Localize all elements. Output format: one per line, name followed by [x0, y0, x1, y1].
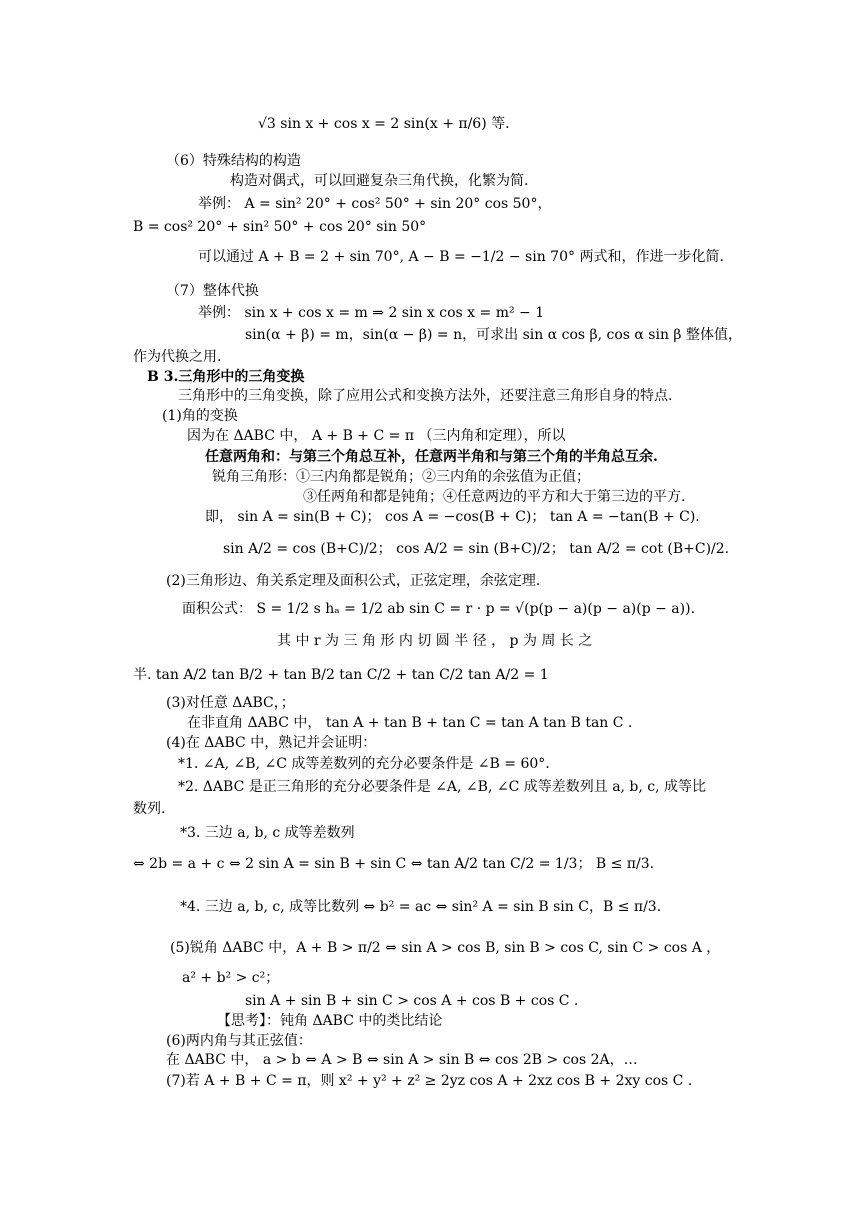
- subsection-heading: (6)两内角与其正弦值：: [166, 1033, 312, 1049]
- formula-line: a² + b² > c²；: [182, 970, 280, 986]
- subsection-heading: (4)在 ΔABC 中，熟记并会证明：: [166, 735, 377, 751]
- text-line: 因为在 ΔABC 中， A + B + C = π （三内角和定理），所以: [187, 428, 566, 444]
- formula-line: sin(α + β) = m，sin(α − β) = n，可求出 sin α cos β, cos α sin β 整体值，: [245, 327, 742, 343]
- text-line: *3. 三边 a, b, c 成等差数列: [180, 825, 355, 841]
- formula-line: 在 ΔABC 中， a > b ⇔ A > B ⇔ sin A > sin B ⇔ cos 2B > cos 2A，…: [166, 1052, 638, 1068]
- subsection-heading: (3)对任意 ΔABC，；: [166, 695, 295, 711]
- formula-line: 即， sin A = sin(B + C)； cos A = −cos(B + C)； tan A = −tan(B + C).: [205, 509, 700, 525]
- section-heading: B 3.三角形中的三角变换: [147, 369, 305, 385]
- text-line: 三角形中的三角变换，除了应用公式和变换方法外，还要注意三角形自身的特点.: [178, 388, 673, 404]
- subsection-heading: (2)三角形边、角关系定理及面积公式，正弦定理，余弦定理.: [166, 573, 541, 589]
- formula-line: (7)若 A + B + C = π，则 x² + y² + z² ≥ 2yz cos A + 2xz cos B + 2xy cos C .: [166, 1073, 693, 1089]
- text-line: *1. ∠A, ∠B, ∠C 成等差数列的充分必要条件是 ∠B = 60°.: [178, 756, 550, 772]
- formula-line: 举例： sin x + cos x = m ⇒ 2 sin x cos x = m² − 1: [198, 305, 545, 321]
- text-line: 【思考】：钝角 ΔABC 中的类比结论: [217, 1013, 443, 1029]
- text-line: *2. ΔABC 是正三角形的充分必要条件是 ∠A, ∠B, ∠C 成等差数列且 a, b, c, 成等比: [178, 779, 707, 795]
- text-line: ③任两角和都是钝角；④任意两边的平方和大于第三边的平方.: [303, 489, 686, 505]
- text-line: 构造对偶式，可以回避复杂三角代换，化繁为简.: [230, 173, 529, 189]
- text-line: 作为代换之用.: [133, 349, 222, 365]
- formula-line: 在非直角 ΔABC 中， tan A + tan B + tan C = tan A tan B tan C .: [187, 715, 633, 731]
- text-line: √3 sin x + cos x = 2 sin(x + π/6) 等.: [258, 116, 510, 132]
- formula-line: sin A + sin B + sin C > cos A + cos B + cos C .: [245, 993, 579, 1009]
- formula-line: 半. tan A/2 tan B/2 + tan B/2 tan C/2 + tan C/2 tan A/2 = 1: [133, 667, 549, 683]
- formula-line: 举例： A = sin² 20° + cos² 50° + sin 20° cos 50°，: [198, 196, 552, 212]
- text-line: 数列.: [133, 801, 166, 817]
- formula-line: (5)锐角 ΔABC 中，A + B > π/2 ⇔ sin A > cos B, sin B > cos C, sin C > cos A ，: [170, 940, 721, 956]
- subsection-heading: (1)角的变换: [162, 408, 238, 424]
- text-line: 其 中 r 为 三 角 形 内 切 圆 半 径 ， p 为 周 长 之: [277, 633, 593, 649]
- formula-line: *4. 三边 a, b, c, 成等比数列 ⇔ b² = ac ⇔ sin² A = sin B sin C，B ≤ π/3.: [180, 899, 662, 915]
- formula-line: sin A/2 = cos (B+C)/2； cos A/2 = sin (B+C)/2； tan A/2 = cot (B+C)/2.: [223, 541, 730, 557]
- formula-line: 面积公式： S = 1/2 s hₐ = 1/2 ab sin C = r · p = √(p(p − a)(p − a)(p − a)).: [182, 601, 696, 617]
- formula-line: 可以通过 A + B = 2 + sin 70°, A − B = −1/2 − sin 70° 两式和，作进一步化简.: [198, 249, 724, 265]
- section-heading: （7）整体代换: [166, 283, 259, 299]
- text-line: 任意两角和：与第三个角总互补，任意两半角和与第三个角的半角总互余.: [205, 449, 658, 465]
- formula-line: B = cos² 20° + sin² 50° + cos 20° sin 50°: [133, 219, 427, 235]
- text-line: 锐角三角形：①三内角都是锐角；②三内角的余弦值为正值；: [212, 469, 590, 485]
- formula-line: ⇔ 2b = a + c ⇔ 2 sin A = sin B + sin C ⇔ tan A/2 tan C/2 = 1/3； B ≤ π/3.: [133, 856, 655, 872]
- section-heading: （6）特殊结构的构造: [166, 153, 301, 169]
